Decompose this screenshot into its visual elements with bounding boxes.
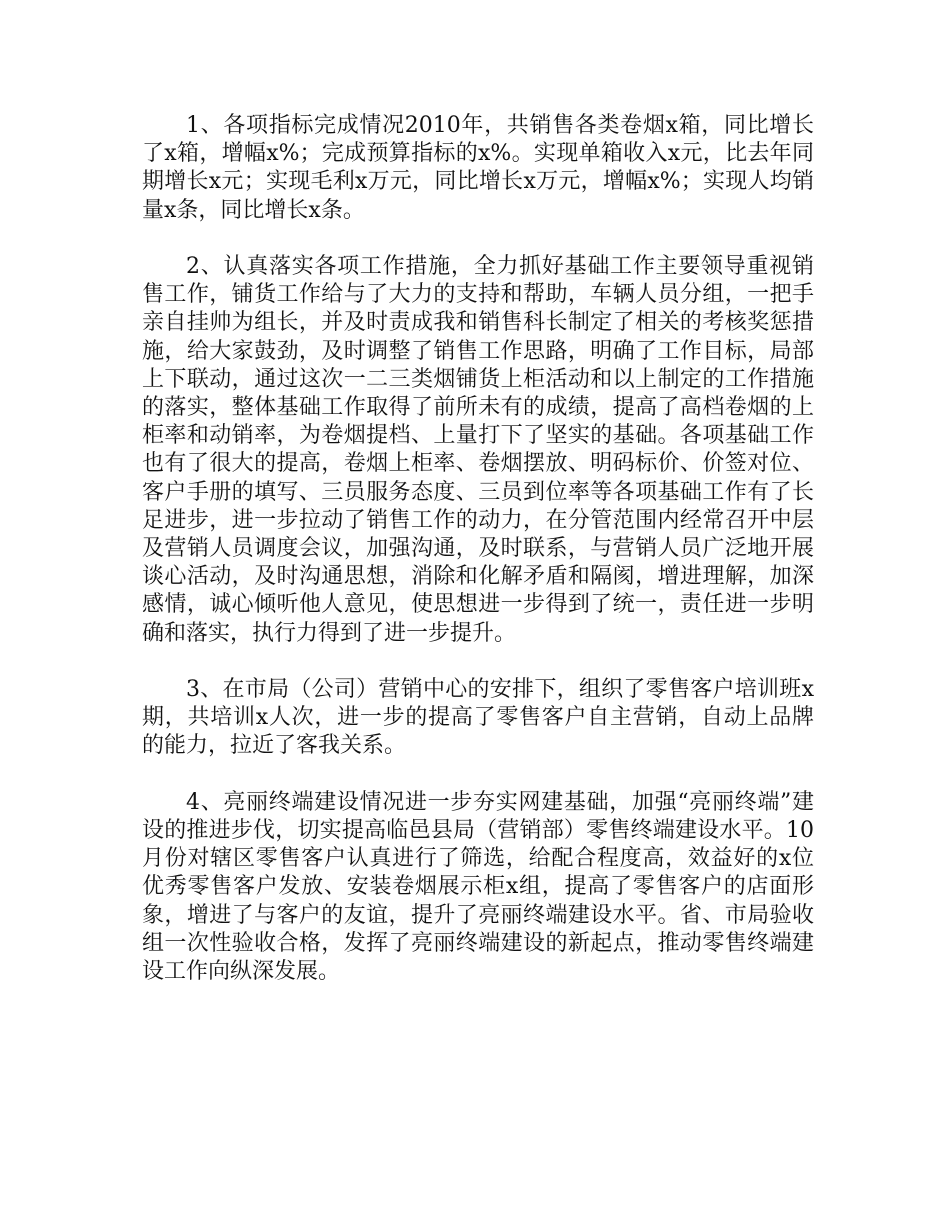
paragraph-work-measures: 2、认真落实各项工作措施，全力抓好基础工作主要领导重视销售工作，铺货工作给与了大力的支持和帮助，车辆人员分组，一把手亲自挂帅为组长，并及时责成我和销售科长制定了相关的考核奖惩措施，给大家鼓劲，及时调整了销售工作思路，明确了工作目标，局部上下联动，通过这次一二三类烟铺货上柜活动和以上制定的工作措施的落实，整体基础工作取得了前所未有的成绩，提高了高档卷烟的上柜率和动销率，为卷烟提档、上量打下了坚实的基础。各项基础工作也有了很大的提高，卷烟上柜率、卷烟摆放、明码标价、价签对位、客户手册的填写、三员服务态度、三员到位率等各项基础工作有了长足进步，进一步拉动了销售工作的动力，在分管范围内经常召开中层及营销人员调度会议，加强沟通，及时联系，与营销人员广泛地开展谈心活动，及时沟通思想，消除和化解矛盾和隔阂，增进理解，加深感情，诚心倾听他人意见，使思想进一步得到了统一，责任进一步明确和落实，执行力得到了进一步提升。 [142, 254, 814, 646]
document-page [142, 112, 814, 1014]
paragraph-sales-indicators: 1、各项指标完成情况2010年，共销售各类卷烟x箱，同比增长了x箱，增幅x%；完成预算指标的x%。实现单箱收入x元，比去年同期增长x元；实现毛利x万元，同比增长x万元，增幅x%；实现人均销量x条，同比增长x条。 [142, 113, 814, 223]
paragraph-terminal-construction: 4、亮丽终端建设情况进一步夯实网建基础，加强“亮丽终端”建设的推进步伐，切实提高临邑县局（营销部）零售终端建设水平。10月份对辖区零售客户认真进行了筛选，给配合程度高，效益好的x位优秀零售客户发放、安装卷烟展示柜x组，提高了零售客户的店面形象，增进了与客户的友谊，提升了亮丽终端建设水平。省、市局验收组一次性验收合格，发挥了亮丽终端建设的新起点，推动零售终端建设工作向纵深发展。 [142, 789, 814, 985]
paragraph-retailer-training: 3、在市局（公司）营销中心的安排下，组织了零售客户培训班x期，共培训x人次，进一步的提高了零售客户自主营销，自动上品牌的能力，拉近了客我关系。 [142, 677, 814, 759]
